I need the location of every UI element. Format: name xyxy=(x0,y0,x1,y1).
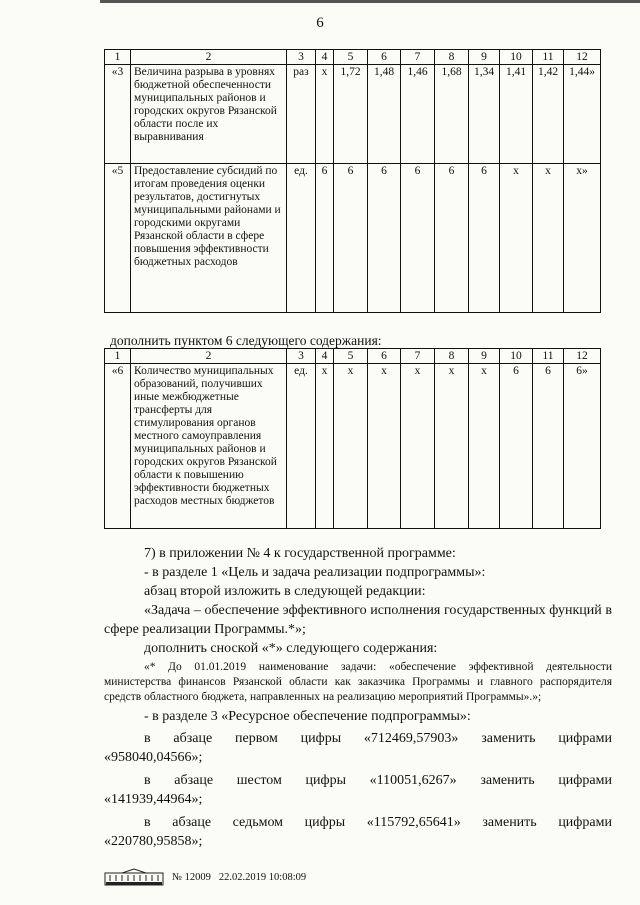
col-header: 5 xyxy=(334,349,368,364)
cell: 1,41 xyxy=(500,65,533,164)
paragraph: - в разделе 3 «Ресурсное обеспечение подпрограммы»: xyxy=(144,709,471,724)
col-header: 12 xyxy=(564,349,601,364)
cell-indicator-name: Предоставление субсидий по итогам проведения оценки результатов, достигнутых муниципальными районами и городскими округами Рязанской области в сфере повышения эффективности бюджетных расходов xyxy=(131,164,287,313)
replacement-item: в абзаце седьмом цифры «115792,65641» заменить цифрами «220780,95858»; xyxy=(104,815,612,849)
col-header: 9 xyxy=(469,349,500,364)
cell: х xyxy=(500,164,533,313)
col-header: 10 xyxy=(500,50,533,65)
document-number: № 12009 xyxy=(172,871,211,883)
scan-top-edge xyxy=(100,0,640,3)
cell: 1,72 xyxy=(334,65,368,164)
cell: 1,46 xyxy=(401,65,435,164)
paragraph: дополнить сноской «*» следующего содержания: xyxy=(144,641,438,656)
cell: 6 xyxy=(368,164,401,313)
col-header: 7 xyxy=(401,50,435,65)
col-header: 3 xyxy=(287,50,316,65)
cell: х xyxy=(469,364,500,529)
col-header: 3 xyxy=(287,349,316,364)
col-header: 4 xyxy=(316,349,334,364)
table-row xyxy=(105,164,601,313)
paragraph: абзац второй изложить в следующей редакции: xyxy=(144,584,426,599)
cell: 6» xyxy=(564,364,601,529)
cell: «3 xyxy=(105,65,131,164)
table-row xyxy=(105,364,601,529)
cell: х xyxy=(334,364,368,529)
replacement-item: в абзаце шестом цифры «110051,6267» заменить цифрами «141939,44964»; xyxy=(104,773,612,807)
indicators-table-2 xyxy=(104,348,601,529)
col-header: 5 xyxy=(334,50,368,65)
cell: 6 xyxy=(500,364,533,529)
col-header: 9 xyxy=(469,50,500,65)
cell: 1,42 xyxy=(533,65,564,164)
cell: «5 xyxy=(105,164,131,313)
col-header: 7 xyxy=(401,349,435,364)
cell: раз xyxy=(287,65,316,164)
cell: 1,44» xyxy=(564,65,601,164)
cell: 6 xyxy=(435,164,469,313)
paragraph: 7) в приложении № 4 к государственной программе: xyxy=(144,546,456,561)
cell: 1,34 xyxy=(469,65,500,164)
col-header: 1 xyxy=(105,349,131,364)
col-header: 8 xyxy=(435,349,469,364)
cell: х xyxy=(316,364,334,529)
col-header: 8 xyxy=(435,50,469,65)
cell-indicator-name: Величина разрыва в уровнях бюджетной обеспеченности муниципальных районов и городских округов Рязанской области после их выравнивания xyxy=(131,65,287,164)
replacement-item: в абзаце первом цифры «712469,57903» заменить цифрами «958040,04566»; xyxy=(104,731,612,765)
col-header: 11 xyxy=(533,349,564,364)
indicators-table-1 xyxy=(104,49,601,313)
cell: 6 xyxy=(334,164,368,313)
table-row xyxy=(105,65,601,164)
cell: 6 xyxy=(533,364,564,529)
cell: х xyxy=(401,364,435,529)
registration-footer xyxy=(104,868,306,886)
cell: 1,68 xyxy=(435,65,469,164)
cell: х xyxy=(435,364,469,529)
cell: 1,48 xyxy=(368,65,401,164)
cell: х xyxy=(316,65,334,164)
cell: ед. xyxy=(287,164,316,313)
paragraph: - в разделе 1 «Цель и задача реализации подпрограммы»: xyxy=(144,565,486,580)
cell: «6 xyxy=(105,364,131,529)
col-header: 6 xyxy=(368,349,401,364)
cell: 6 xyxy=(401,164,435,313)
cell: х» xyxy=(564,164,601,313)
paragraph: «Задача – обеспечение эффективного исполнения государственных функций в сфере реализации Программы.*»; xyxy=(104,603,612,637)
cell: х xyxy=(368,364,401,529)
page-number: 6 xyxy=(316,15,324,31)
government-building-stamp-icon xyxy=(104,868,164,886)
col-header: 1 xyxy=(105,50,131,65)
table-header-row xyxy=(105,349,601,364)
cell: 6 xyxy=(316,164,334,313)
table-header-row xyxy=(105,50,601,65)
col-header: 6 xyxy=(368,50,401,65)
cell: ед. xyxy=(287,364,316,529)
col-header: 11 xyxy=(533,50,564,65)
cell: х xyxy=(533,164,564,313)
cell-indicator-name: Количество муниципальных образований, получивших иные межбюджетные трансферты для стимулирования органов местного самоуправления муниципальных районов и городских округов Рязанской области к повышению эффективности бюджетных расходов местных бюджетов xyxy=(131,364,287,529)
col-header: 4 xyxy=(316,50,334,65)
document-body xyxy=(104,544,612,851)
cell: 6 xyxy=(469,164,500,313)
col-header: 2 xyxy=(131,50,287,65)
col-header: 10 xyxy=(500,349,533,364)
col-header: 12 xyxy=(564,50,601,65)
footnote-text: «* До 01.01.2019 наименование задачи: «обеспечение эффективной деятельности министерства финансов Рязанской области как заказчика Программы и главного распорядителя средств областного бюджета, направленных на реализацию мероприятий Программы».»; xyxy=(104,661,612,703)
col-header: 2 xyxy=(131,349,287,364)
instruction-add-item-6: дополнить пунктом 6 следующего содержания: xyxy=(110,333,382,348)
registration-datetime: 22.02.2019 10:08:09 xyxy=(218,871,307,883)
